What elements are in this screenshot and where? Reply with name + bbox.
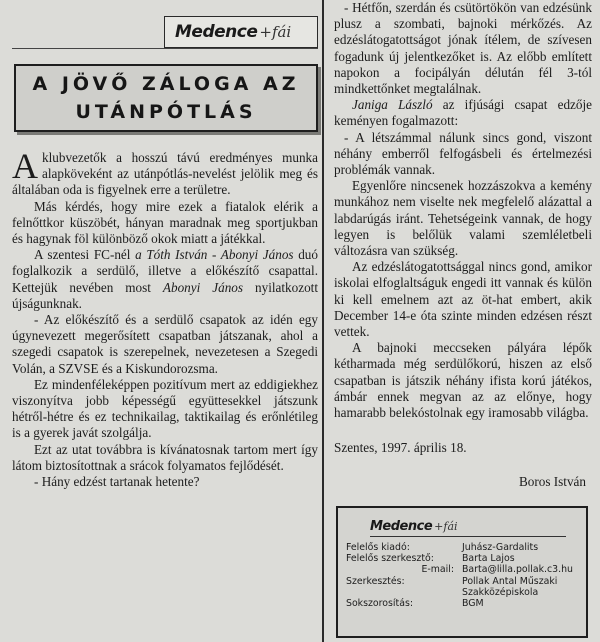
paragraph: - Hány edzést tartanak hetente?	[34, 474, 200, 490]
right-article-body	[334, 0, 592, 421]
author-signature: Boros István	[518, 474, 586, 489]
imprint-row	[346, 564, 586, 575]
paragraph: A klubvezetők a hosszú távú eredményes munka alapköveként az utánpótlás-nevelést jelölik meg és általában oda is figyelnek erre a területre.	[12, 146, 318, 198]
imprint-logo	[370, 516, 468, 536]
article-title-line-1: A JÖVŐ ZÁLOGA AZ	[32, 73, 300, 95]
paragraph: A szentesi FC-nél a Tóth István - Abonyi János duó foglalkozik a serdülő, illetve a előkészítő csapattal. Kettejük nevében most Abonyi János nyilatkozott újságunknak.	[12, 247, 319, 311]
imprint-row	[346, 598, 586, 609]
imprint-label: Felelős szerkesztő:	[346, 553, 434, 565]
imprint-box	[336, 506, 588, 638]
logo-separator: +	[259, 23, 272, 41]
column-divider	[322, 0, 324, 642]
imprint-label: Felelős kiadó:	[346, 542, 410, 553]
imprint-value: Szakközépiskola	[462, 586, 539, 598]
imprint-logo-sub: fái	[443, 519, 458, 533]
paragraph: Ezt az utat továbbra is kívánatosnak tartom mert így látom biztosítottnak a srácok folyamatos fejlődését.	[12, 441, 318, 473]
imprint-value: Barta Lajos	[462, 553, 515, 565]
right-column	[334, 0, 592, 642]
paragraph: - Hétfőn, szerdán és csütörtökön van edzésünk plusz a szombati, bajnoki mérkőzés. Az edzéslátogatottságot jónak ítélem, de szívesen fogadunk új jelentkezőket is. Az előbb említett napokon a focipályán délután fél 3-tól mindkettőnket megtalálnak.	[334, 0, 592, 97]
paragraph: - A létszámmal nálunk sincs gond, viszont néhány emberről felfogásbeli és értelmezési problémák vannak.	[334, 129, 592, 178]
paragraph: Egyenlőre nincsenek hozzászokva a kemény munkához nem viselte nek megfelelő alázattal a labdarúgás iránt. Tehetségeink vannak, de hogy legyen is belőlük valami szemléletbeli változásra van szükség.	[334, 178, 592, 259]
imprint-label: Sokszorosítás:	[346, 598, 413, 610]
logo-main-text: Medence	[175, 22, 258, 42]
logo-sub-text: fái	[271, 23, 292, 41]
paragraph: - Az előkészítő és a serdülő csapatok az idén egy úgynevezett megerősített csapatban játszanak, ahol a szegedi csapatok is szerepelnek, nevezetesen a Szegedi Volán, a SZVSE és a Kiskundorozsma.	[12, 312, 318, 376]
dateline: Szentes, 1997. április 18.	[334, 440, 467, 455]
imprint-label	[346, 587, 462, 598]
article-title-line-2: UTÁNPÓTLÁS	[75, 101, 257, 123]
imprint-value: Pollak Antal Műszaki	[462, 575, 558, 587]
paragraph: Ez mindenféleképpen pozitívum mert az eddigiekhez viszonyítva jobb képességű együttesekkel játszunk hétről-hétre és ez technikailag, taktikailag és erőnlétileg is a gyerek javát szolgálja.	[12, 376, 318, 441]
imprint-logo-separator: +	[434, 519, 444, 533]
imprint-details	[346, 542, 586, 609]
imprint-rule	[370, 536, 566, 537]
imprint-logo-main: Medence	[370, 518, 433, 534]
imprint-value: Barta@lilla.pollak.c3.hu	[462, 564, 574, 576]
paragraph: Janiga László az ifjúsági csapat edzője keményen fogalmazott:	[334, 97, 593, 129]
imprint-row	[346, 542, 586, 553]
paragraph: Az edzéslátogatottsággal nincs gond, amikor iskolai elfoglaltságuk engedi itt vannak és külön ki kell emelnem azt az öt-hat embert, akik December 14-e óta szinte minden edzésen részt vettek.	[334, 259, 592, 340]
paragraph: Más kérdés, hogy mire ezek a fiatalok elérik a felnőttkor küszöbét, hányan maradnak meg sportjukban és hagynak föl különböző okok miatt a játékkal.	[12, 198, 318, 247]
drop-cap: A	[12, 146, 38, 186]
masthead-logo	[164, 16, 318, 48]
coach-name: Janiga László	[352, 97, 433, 113]
coach-names: a Tóth István - Abonyi János	[135, 247, 294, 263]
imprint-row	[346, 587, 586, 598]
imprint-label: Szerkesztés:	[346, 575, 405, 587]
article-title-box	[14, 64, 318, 132]
imprint-row	[346, 553, 586, 564]
imprint-row	[346, 576, 586, 587]
paragraph: A bajnoki meccseken pályára lépők kétharmada még serdülőkorú, hiszen az első csapatban is játszik néhány ifista korú játékos, ámbár ennek megvan az az előnye, hogy hamarabb belekóstolnak egy iramosabb világba.	[334, 340, 592, 421]
imprint-value: BGM	[462, 598, 484, 610]
header-rule	[12, 48, 318, 49]
coach-name: Abonyi János	[162, 279, 244, 295]
left-article-body	[12, 146, 319, 490]
left-column	[12, 0, 318, 642]
imprint-label: E-mail:	[421, 564, 454, 576]
imprint-value: Juhász-Gardalits	[462, 542, 539, 553]
